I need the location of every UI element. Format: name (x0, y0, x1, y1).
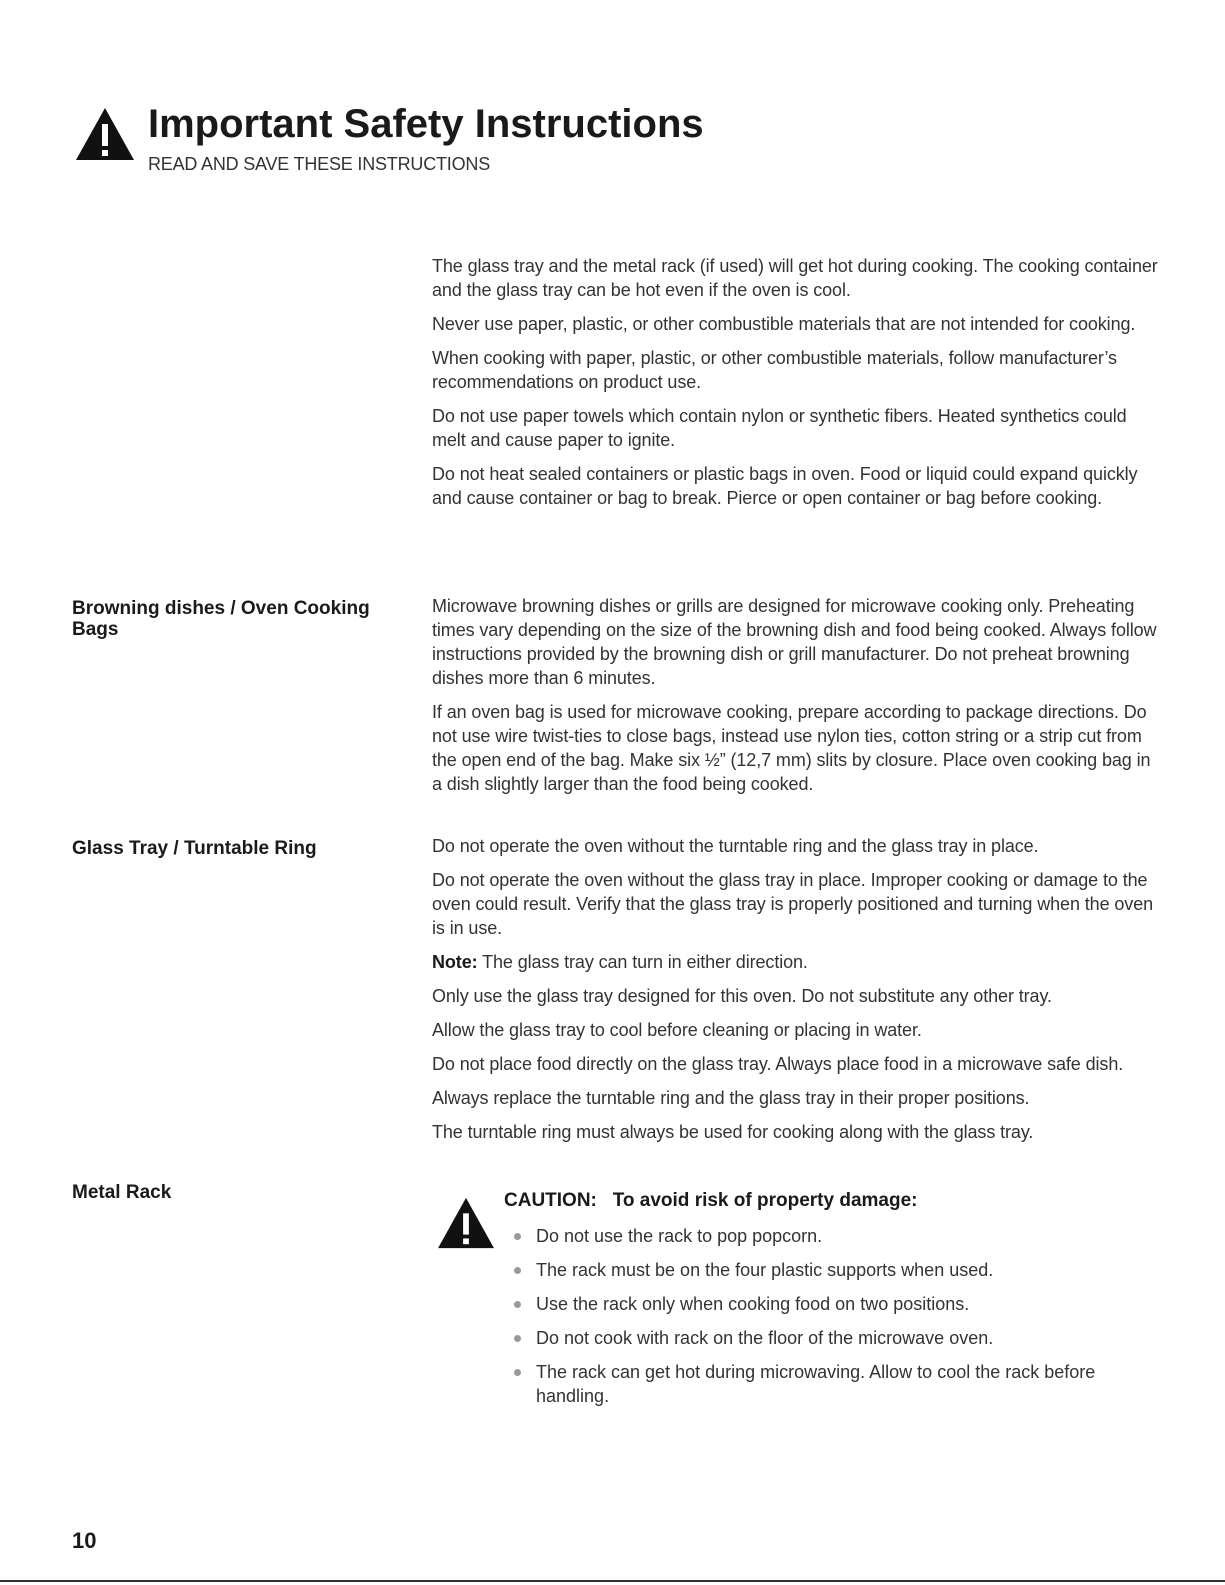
glass-tray-section (432, 834, 1162, 1154)
bullet-icon (514, 1335, 521, 1342)
note-text: The glass tray can turn in either direction. (477, 952, 808, 972)
section-label-browning: Browning dishes / Oven Cooking Bags (72, 598, 370, 640)
intro-paragraph: Do not use paper towels which contain nylon or synthetic fibers. Heated synthetics could melt and cause paper to ignite. (432, 406, 1127, 450)
bottom-divider (0, 1580, 1225, 1582)
list-item: Do not cook with rack on the floor of the microwave oven. (536, 1326, 1136, 1350)
list-item: Use the rack only when cooking food on two positions. (536, 1292, 1136, 1316)
bullet-icon (514, 1267, 521, 1274)
warning-triangle-icon (74, 106, 136, 162)
list-item: Do not use the rack to pop popcorn. (536, 1224, 1136, 1248)
list-item: The rack can get hot during microwaving. Allow to cool the rack before handling. (536, 1360, 1136, 1408)
warning-triangle-icon (436, 1196, 496, 1250)
intro-paragraph: Never use paper, plastic, or other combustible materials that are not intended for cooking. (432, 314, 1136, 334)
browning-paragraph: Microwave browning dishes or grills are designed for microwave cooking only. Preheating times vary depending on the size of the browning dish and food being cooked. Always follow instructions provided by the browning dish or grill manufacturer. Do not preheat browning dishes more than 6 minutes. (432, 596, 1157, 688)
note-key: Note: (432, 952, 478, 972)
bullet-icon (514, 1301, 521, 1308)
page-number: 10 (72, 1528, 97, 1553)
bullet-icon (514, 1369, 521, 1376)
section-label-metal-rack: Metal Rack (72, 1182, 172, 1203)
page-title: Important Safety Instructions (148, 102, 704, 146)
intro-paragraph: When cooking with paper, plastic, or other combustible materials, follow manufacturer’s recommendations on product use. (432, 348, 1117, 392)
note-paragraph (432, 950, 1162, 974)
section-label-glass-tray: Glass Tray / Turntable Ring (72, 838, 317, 859)
browning-section (432, 594, 1162, 806)
caution-list (536, 1224, 1136, 1418)
list-item: The rack must be on the four plastic supports when used. (536, 1258, 1136, 1282)
page-subtitle: READ AND SAVE THESE INSTRUCTIONS (148, 154, 490, 174)
glass-tray-paragraph: Do not operate the oven without the turntable ring and the glass tray in place. (432, 836, 1039, 856)
caution-heading: CAUTION: To avoid risk of property damage: (504, 1190, 918, 1211)
glass-tray-paragraph: Only use the glass tray designed for this oven. Do not substitute any other tray. (432, 986, 1052, 1006)
intro-section (432, 254, 1162, 520)
bullet-icon (514, 1233, 521, 1240)
intro-paragraph: Do not heat sealed containers or plastic bags in oven. Food or liquid could expand quickly and cause container or bag to break. Pierce or open container or bag before cooking. (432, 464, 1138, 508)
glass-tray-paragraph: Allow the glass tray to cool before cleaning or placing in water. (432, 1020, 922, 1040)
glass-tray-paragraph: Do not place food directly on the glass tray. Always place food in a microwave safe dish. (432, 1054, 1124, 1074)
glass-tray-paragraph: Do not operate the oven without the glass tray in place. Improper cooking or damage to the oven could result. Verify that the glass tray is properly positioned and turning when the oven is in use. (432, 870, 1154, 938)
glass-tray-paragraph: Always replace the turntable ring and the glass tray in their proper positions. (432, 1088, 1030, 1108)
browning-paragraph: If an oven bag is used for microwave cooking, prepare according to package directions. Do not use wire twist-ties to close bags, instead use nylon ties, cotton string or a strip cut from the open end of the bag. Make six ½” (12,7 mm) slits by closure. Place oven cooking bag in a dish slightly larger than the food being cooked. (432, 702, 1151, 794)
intro-paragraph: The glass tray and the metal rack (if used) will get hot during cooking. The cooking container and the glass tray can be hot even if the oven is cool. (432, 256, 1158, 300)
glass-tray-paragraph: The turntable ring must always be used for cooking along with the glass tray. (432, 1122, 1034, 1142)
